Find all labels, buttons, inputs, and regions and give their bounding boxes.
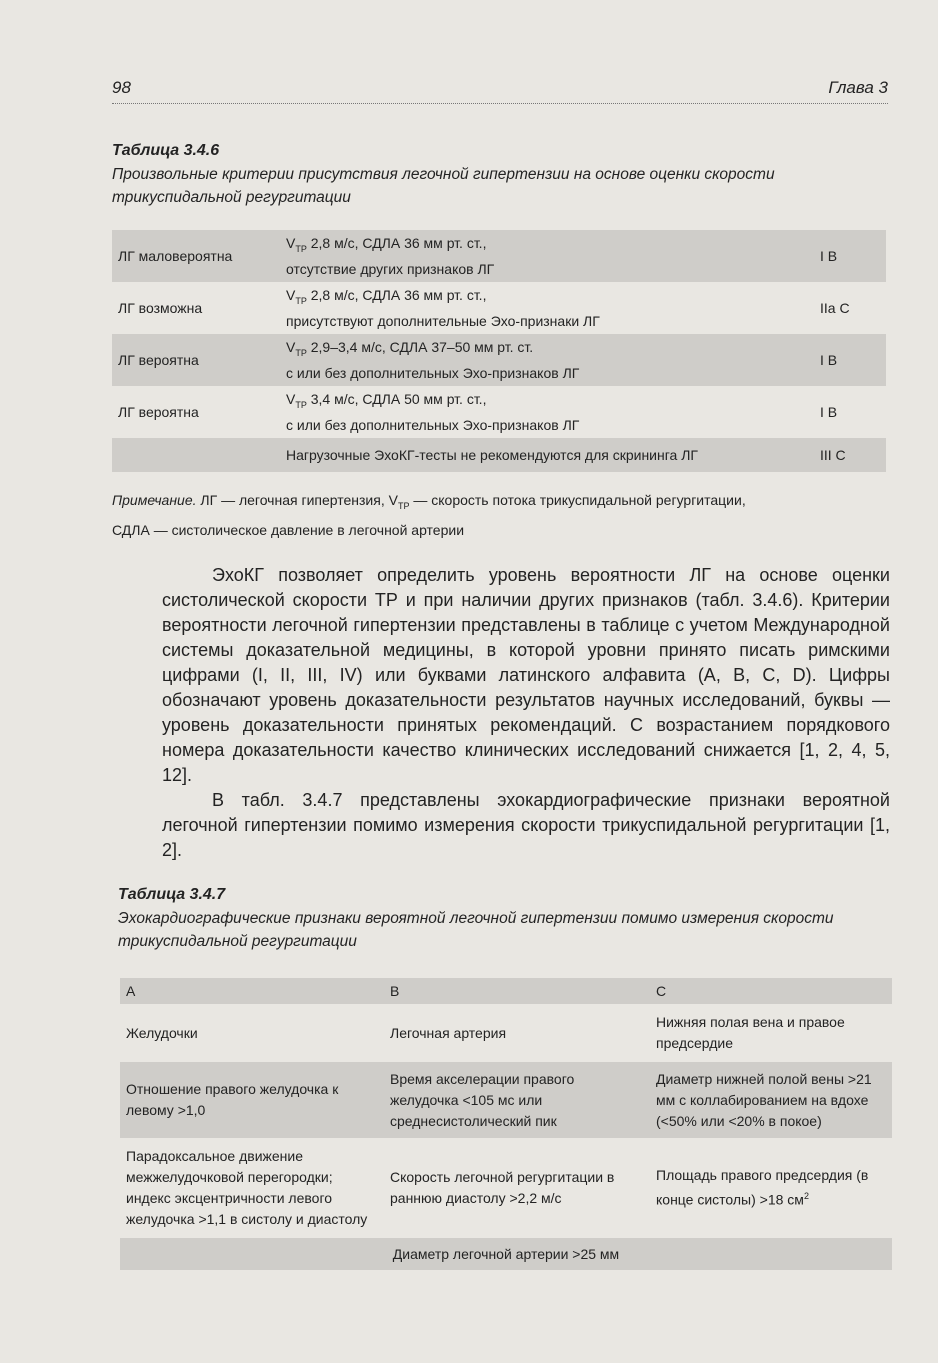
row-grade: I B: [810, 334, 886, 386]
column-header: C: [650, 978, 892, 1004]
body-text: [162, 563, 890, 863]
table2: [120, 978, 892, 1270]
table-row: [120, 1004, 892, 1062]
table-cell: Отношение правого желудочка к левому >1,0: [120, 1062, 384, 1138]
page-number: 98: [112, 78, 131, 97]
table1-number: Таблица 3.4.6: [112, 142, 220, 159]
table2-number: Таблица 3.4.7: [118, 886, 226, 903]
row-grade: I B: [820, 404, 838, 420]
table-row: [112, 334, 886, 386]
table-row: [120, 1138, 892, 1238]
row-criteria: Нагрузочные ЭхоКГ-тесты не рекомендуются для скрининга ЛГ: [280, 438, 810, 472]
table-row: [112, 282, 886, 334]
header-divider: [112, 103, 888, 104]
table-row: [112, 386, 886, 438]
row-criteria: $V_{ТР}$ 3,4 м/с, СДЛА 50 мм рт. ст., с или без дополнительных Эхо-признаков ЛГ: [286, 391, 580, 433]
row-label: ЛГ возможна: [118, 300, 203, 316]
row-criteria: $V_{ТР}$ 2,9–3,4 м/с, СДЛА 37–50 мм рт. ст. с или без дополнительных Эхо-признаков ЛГ: [280, 334, 810, 386]
table-cell: Легочная артерия: [390, 1024, 507, 1041]
table-cell: Диаметр легочной артерии >25 мм: [120, 1238, 892, 1270]
column-header: A: [120, 978, 384, 1004]
table-cell: Диаметр нижней полой вены >21 мм с коллабированием на вдохе (<50% или <20% в покое): [650, 1062, 892, 1138]
table-row: [112, 230, 886, 282]
row-grade: III C: [810, 438, 886, 472]
paragraph: ЭхоКГ позволяет определить уровень вероятности ЛГ на основе оценки систолической скорости ТР и при наличии других признаков (табл. 3.4.6). Критерии вероятности легочной гипертензии представлены в таблице с учетом Международной системы доказательной медицины, в которой уровни принято писать римскими цифрами (I, II, III, IV) или буквами латинского алфавита (A, B, C, D). Цифры обозначают уровень доказательности результатов научных исследований, буквы — уровень доказательности принятых рекомендаций. С возрастанием порядкового номера доказательности качество клинических исследований снижается [1, 2, 4, 5, 12].: [162, 565, 890, 785]
row-grade: IIa C: [820, 300, 850, 316]
table-header-row: [120, 978, 892, 1004]
row-criteria: $V_{ТР}$ 2,8 м/с, СДЛА 36 мм рт. ст., отсутствие других признаков ЛГ: [280, 230, 810, 282]
table-row: [112, 438, 886, 472]
table2-caption: [118, 886, 894, 953]
table-cell: Желудочки: [126, 1024, 198, 1041]
table2-title: Эхокардиографические признаки вероятной легочной гипертензии помимо измерения скорости трикуспидальной регургитации: [118, 910, 834, 950]
table1-title: Произвольные критерии присутствия легочной гипертензии на основе оценки скорости трикуспидальной регургитации: [112, 166, 775, 206]
table-cell: Парадоксальное движение межжелудочковой перегородки; индекс эксцентричности левого желудочка >1,1 в систолу и диастолу: [126, 1148, 368, 1227]
row-label: ЛГ вероятна: [118, 404, 199, 420]
table-row: [120, 1238, 892, 1270]
column-header: B: [384, 978, 650, 1004]
table-cell: Площадь правого предсердия (в конце систолы) >18 $см^2$: [656, 1167, 869, 1208]
table1-note: Примечание. ЛГ — легочная гипертензия, $V_{ТР}$ — скорость потока трикуспидальной регургитации, СДЛА — систолическое давление в легочной артерии: [112, 492, 746, 538]
table-cell: Время акселерации правого желудочка <105 мс или среднесистолический пик: [384, 1062, 650, 1138]
row-label: ЛГ вероятна: [112, 334, 280, 386]
table-cell: Скорость легочной регургитации в раннюю диастолу >2,2 м/с: [390, 1169, 615, 1206]
row-label: ЛГ маловероятна: [112, 230, 280, 282]
table1: [112, 230, 886, 472]
table1-caption: [112, 142, 888, 209]
paragraph: В табл. 3.4.7 представлены эхокардиографические признаки вероятной легочной гипертензии помимо измерения скорости трикуспидальной регургитации [1, 2].: [162, 790, 890, 860]
row-grade: I B: [810, 230, 886, 282]
running-header: [112, 78, 888, 100]
row-criteria: $V_{ТР}$ 2,8 м/с, СДЛА 36 мм рт. ст., присутствуют дополнительные Эхо-признаки ЛГ: [286, 287, 600, 329]
table-row: [120, 1062, 892, 1138]
chapter-title: Глава 3: [828, 78, 888, 97]
table-cell: Нижняя полая вена и правое предсердие: [656, 1014, 845, 1051]
